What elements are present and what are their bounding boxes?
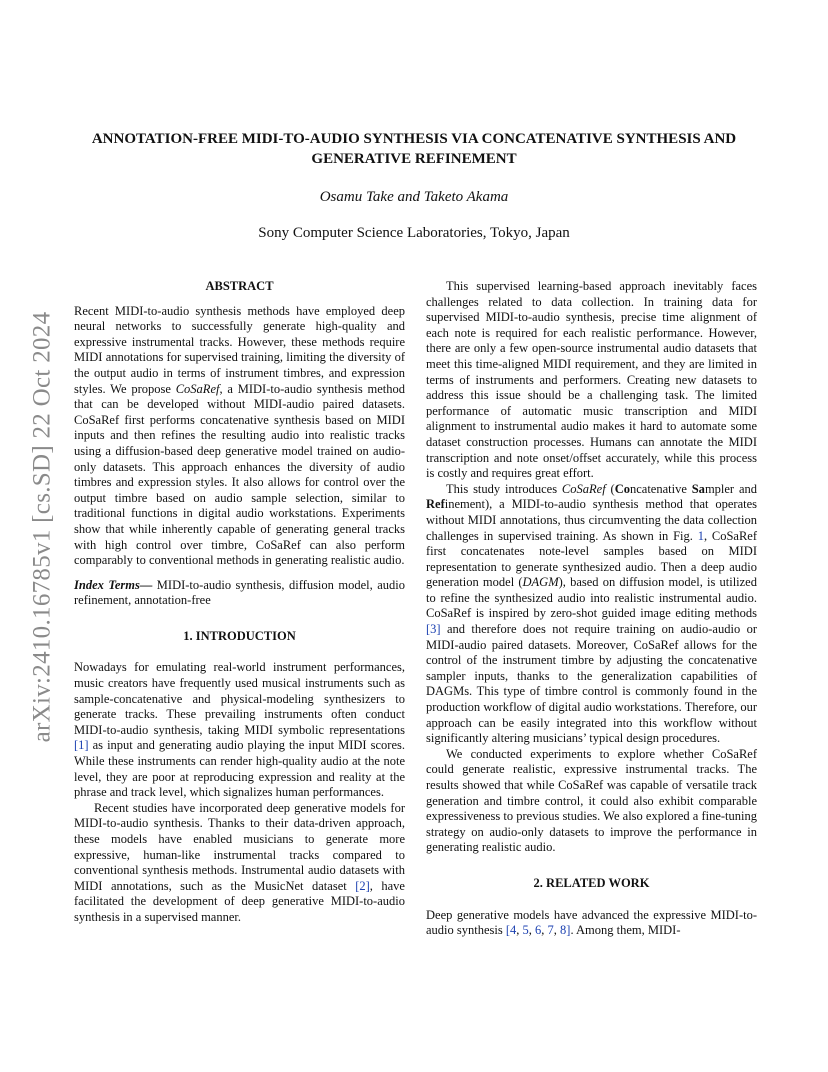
citation-separator: , — [528, 923, 536, 938]
related-paragraph-1 — [426, 908, 757, 939]
intro-p4-text: and therefore does not require training on audio-audio or MIDI-audio paired datasets. Moreover, CoSaRef allows for the control of the instrument timbre by adjusting the concatenative sampler inputs, thanks to the generalization capabilities of DAGMs. This type of timbre control is commonly found in the production workflow of digital audio workstations. Therefore, our approach can be easily integrated into this workflow without significantly altering musicians’ typical design procedures. — [426, 622, 757, 746]
abstract-heading: ABSTRACT — [205, 279, 274, 293]
acronym-letters: Sa — [691, 481, 705, 496]
related-work-heading: 2. RELATED WORK — [533, 875, 650, 890]
intro-p1-text-rest: as input and generating audio playing the input MIDI scores. While these instruments can render high-quality audio at the note level, they are poor at reproducing expression and reality at the phrase and track level, which signalizes human performances. — [74, 738, 405, 800]
citation-link[interactable]: 5 — [522, 923, 529, 938]
intro-p1-text: Nowadays for emulating real-world instrument performances, music creators have frequently used musical instruments such as sample-concatenative and physical-modeling synthesizers to generate tracks. These prevailing instruments often conduct MIDI-to-audio synthesis, taking MIDI symbolic representations — [74, 660, 405, 737]
intro-p4-text: ( — [605, 481, 615, 496]
citation-separator: , — [541, 923, 548, 938]
related-p1-text: Deep generative models have advanced the expressive MIDI-to-audio synthesis — [426, 907, 757, 938]
intro-paragraph-4 — [426, 482, 757, 747]
citation-link[interactable]: [2] — [355, 878, 370, 893]
introduction-heading: 1. INTRODUCTION — [183, 628, 296, 643]
intro-p4-text: mpler and — [704, 481, 757, 496]
intro-p4-text: inement), a MIDI-to-audio synthesis method that operates without MIDI annotations, thus circumventing the data collection challenges in supervised training. As shown in Fig. — [426, 497, 757, 543]
citation-link[interactable]: [4 — [505, 923, 517, 938]
right-column — [426, 279, 757, 939]
index-terms — [74, 578, 405, 609]
arxiv-identifier-text: arXiv:2410.16785v1 [cs.SD] 22 Oct 2024 — [28, 311, 56, 743]
method-name: CoSaRef — [175, 381, 220, 396]
citation-link[interactable]: [3] — [426, 622, 441, 637]
paper-authors: Osamu Take and Taketo Akama — [319, 189, 509, 205]
intro-paragraph-2 — [74, 801, 405, 926]
intro-p4-text: ncatenative — [629, 481, 692, 496]
left-column — [74, 279, 405, 926]
intro-p2-text-rest: , have facilitated the development of deep generative MIDI-to-audio synthesis in a supervised manner. — [74, 878, 405, 924]
paper-affiliation: Sony Computer Science Laboratories, Tokyo, Japan — [258, 225, 570, 241]
citation-separator: , — [516, 923, 523, 938]
acronym-letters: Ref — [426, 497, 445, 512]
abstract-paragraph — [74, 304, 405, 569]
abstract-text-rest: , a MIDI-to-audio synthesis method that can be developed without MIDI-audio paired datasets. CoSaRef first performs concatenative synthesis based on MIDI inputs and then refines the resulting audio into realistic tracks using a diffusion-based deep generative model trained on audio-only datasets. This approach enhances the diversity of audio timbres and expression styles. It also allows for control over the output timbre based on audio sample selection, similar to traditional functions in digital audio workstations. Experiments show that while inherently capable of generating general tracks with high control over timbre, CoSaRef can also perform comparably to conventional methods in generating realistic audio. — [74, 381, 405, 568]
intro-p2-text: Recent studies have incorporated deep generative models for MIDI-to-audio synthesis. Thanks to their data-driven approach, these models have enabled musicians to generate more expressive, human-like instrumental tracks compared to conventional synthesis methods. Instrumental audio datasets with MIDI annotations, such as the MusicNet dataset — [74, 800, 405, 893]
arxiv-identifier-stamp — [22, 292, 62, 762]
abstract-text-start: Recent MIDI-to-audio synthesis methods have employed deep neural networks to successfully generate high-quality and expressive instrumental tracks. However, these methods require MIDI annotations for supervised training, limiting the diversity of the output audio in terms of instrument timbres, and expression styles. We propose — [74, 303, 405, 396]
intro-p4-text: ), based on diffusion model, is utilized to refine the synthesized audio into realistic instrumental audio. CoSaRef is inspired by zero-shot guided image editing methods — [426, 575, 757, 621]
intro-p4-text: This study introduces — [446, 481, 562, 496]
figure-link[interactable]: 1 — [697, 528, 704, 543]
intro-paragraph-5: We conducted experiments to explore whether CoSaRef could generate realistic, expressive instrumental tracks. The results showed that while CoSaRef was capable of versatile track generation and timbre control, it could also exhibit comparable expressiveness to previous studies. We also explored a fine-tuning strategy on audio-only datasets to improve the performance in generating realistic audio. — [426, 746, 757, 855]
related-p1-text-rest: . Among them, MIDI- — [570, 923, 681, 938]
model-abbreviation: DAGM — [522, 575, 559, 590]
intro-paragraph-3: This supervised learning-based approach inevitably faces challenges related to data collection. In training data for supervised MIDI-to-audio synthesis, precise time alignment of each note is required for each realistic performance. However, there are only a few open-source instrumental audio datasets that meet this time-aligned MIDI requirement, and they are limited in terms of instruments and performers. Creating new datasets to address this issue should be a challenging task. The limited performance of automatic music transcription and MIDI alignment to instrumental audio makes it hard to automate some dataset construction processes. Humans can annotate the MIDI transcription and note onset/offset accurately, while this process is costly and requires great effort. — [426, 279, 757, 481]
index-terms-label: Index Terms— — [74, 577, 153, 592]
method-name: CoSaRef — [561, 481, 606, 496]
intro-paragraph-1 — [74, 660, 405, 800]
citation-link[interactable]: [1] — [74, 738, 89, 753]
paper-title: ANNOTATION-FREE MIDI-TO-AUDIO SYNTHESIS VIA CONCATENATIVE SYNTHESIS AND GENERATIVE REFINEMENT — [91, 131, 737, 167]
citation-link[interactable]: 6 — [535, 923, 542, 938]
citation-link[interactable]: 8] — [560, 923, 571, 938]
intro-p4-text: , CoSaRef first concatenates note-level samples based on MIDI representation to generate synthesized audio. Then a deep audio generation model ( — [426, 528, 757, 590]
index-terms-text: MIDI-to-audio synthesis, diffusion model, audio refinement, annotation-free — [74, 577, 405, 608]
citation-link[interactable]: 7 — [547, 923, 554, 938]
citation-separator: , — [553, 923, 561, 938]
acronym-letters: Co — [614, 481, 630, 496]
